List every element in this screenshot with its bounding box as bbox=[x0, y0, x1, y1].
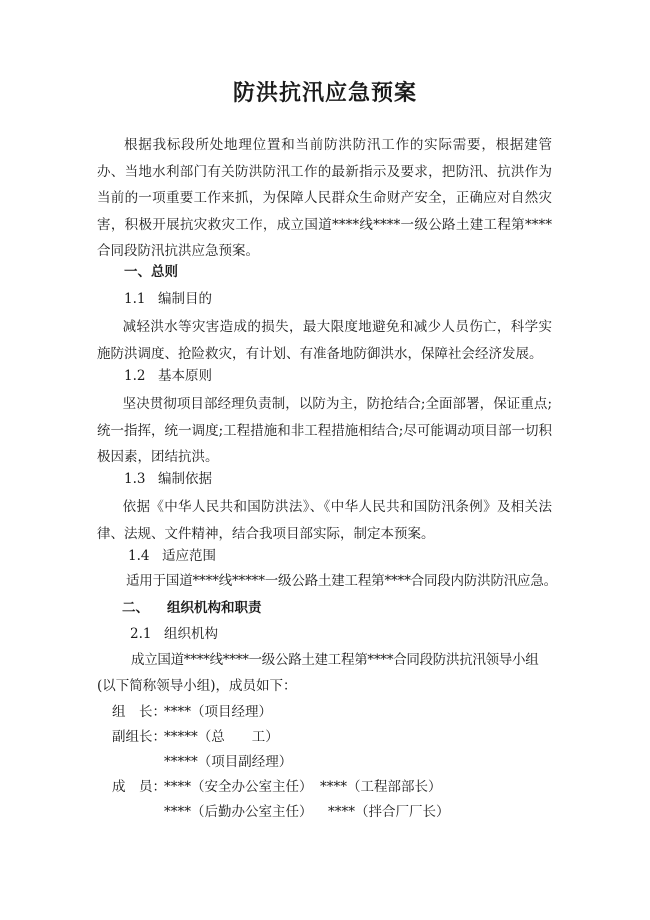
document-title: 防洪抗汛应急预案 bbox=[232, 80, 417, 106]
subsection-2-1-number: 2.1 bbox=[130, 626, 152, 642]
deputy-2-name: *****（项目副经理） bbox=[164, 754, 293, 770]
subsection-2-1-label: 组织机构 bbox=[164, 626, 218, 642]
deputy-1-name: *****（总 工） bbox=[164, 729, 279, 745]
member-3-name: ****（后勤办公室主任） bbox=[164, 804, 313, 820]
subsection-1-2-label: 基本原则 bbox=[158, 368, 212, 384]
member-2-name: ****（工程部部长） bbox=[320, 779, 442, 795]
section2-heading: 组织机构和职责 bbox=[167, 600, 262, 616]
intro-paragraph: 根据我标段所处地理位置和当前防洪防汛工作的实际需要，根据建管办、当地水利部门有关防洪防汛工作的最新指示及要求，把防汛、抗洪作为当前的一项重要工作来抓，为保障人民群众生命财产安全，正确应对自然灾害，积极开展抗灾救灾工作，成立国道****线****一级公路土建工程第****合同段防汛抗洪应急预案。 bbox=[97, 137, 552, 259]
subsection-1-4-label: 适应范围 bbox=[162, 548, 216, 564]
leader-name: ****（项目经理） bbox=[164, 704, 272, 720]
subsection-1-3-label: 编制依据 bbox=[158, 471, 212, 487]
deputy-label: 副组长： bbox=[112, 729, 166, 745]
subsection-1-2-number: 1.2 bbox=[124, 368, 146, 384]
subsection-1-1-number: 1.1 bbox=[124, 291, 146, 307]
subsection-1-3-text: 依据《中华人民共和国防洪法》、《中华人民共和国防汛条例》及相关法律、法规、文件精神，结合我项目部实际，制定本预案。 bbox=[97, 499, 552, 542]
section1-heading: 一、总则 bbox=[124, 264, 178, 280]
member-1-name: ****（安全办公室主任） bbox=[164, 779, 313, 795]
subsection-1-4-number: 1.4 bbox=[128, 548, 150, 564]
leader-label: 组 长： bbox=[112, 704, 166, 720]
member-label: 成 员： bbox=[112, 779, 166, 795]
subsection-2-1-text-line1: 成立国道****线****一级公路土建工程第****合同段防洪抗汛领导小组 bbox=[131, 652, 539, 668]
subsection-1-4-text: 适用于国道****线*****一级公路土建工程第****合同段内防洪防汛应急。 bbox=[126, 573, 557, 589]
member-4-name: ****（拌合厂厂长） bbox=[328, 804, 450, 820]
section2-heading-number: 二、 bbox=[122, 600, 149, 616]
subsection-1-2-text: 坚决贯彻项目部经理负责制，以防为主，防抢结合;全面部署，保证重点;统一指挥，统一调度;工程措施和非工程措施相结合;尽可能调动项目部一切积极因素，团结抗洪。 bbox=[97, 396, 552, 465]
subsection-1-1-text: 减轻洪水等灾害造成的损失，最大限度地避免和减少人员伤亡，科学实施防洪调度、抢险救灾，有计划、有准备地防御洪水，保障社会经济发展。 bbox=[97, 319, 552, 362]
subsection-2-1-text-line2: (以下简称领导小组)，成员如下： bbox=[97, 678, 297, 694]
subsection-1-1-label: 编制目的 bbox=[158, 291, 212, 307]
subsection-1-3-number: 1.3 bbox=[124, 471, 146, 487]
